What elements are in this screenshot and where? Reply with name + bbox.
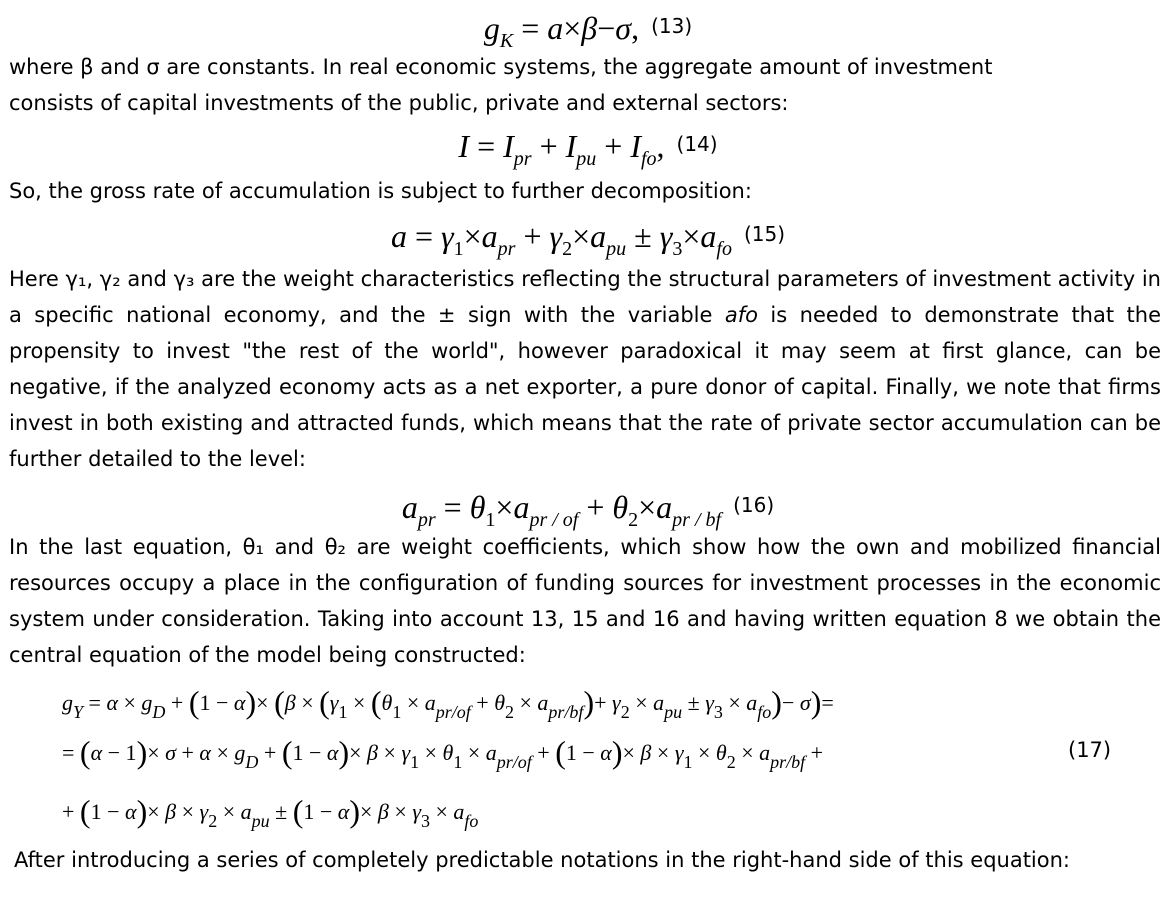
paragraph-5: After introducing a series of completely predictable notations in the right-hand side of this equation: [14, 848, 1070, 872]
paragraph-3 [9, 261, 1161, 477]
equation-17-line-2: = $(\alpha - 1)\times \sigma + \alpha \times g_D + (1 - \alpha)\times \beta \times \gamma_1 \times \theta_1 \times a_{pr/of} + (1 - \alpha)\times \beta \times \gamma_1 \times \theta_2 \times a_{pr/bf}$ + [62, 734, 824, 772]
paragraph-1-line-2: consists of capital investments of the public, private and external sectors: [9, 91, 789, 115]
paragraph-3-text-b: is needed to demonstrate that the propensity to invest "the rest of the world", however paradoxical it may seem at first glance, can be negative, if the analyzed economy acts as a net exporter, a pure donor of capital. Finally, we note that firms invest in both existing and attracted funds, which means that the rate of private sector accumulation can be further detailed to the level: [9, 303, 1161, 471]
equation-17-number: (17) [1068, 738, 1112, 762]
equation-16-number: (16) [733, 493, 775, 517]
equation-14-number: (14) [676, 132, 718, 156]
equation-16: $a_{pr} = \theta_1\times a_{pr / of} + \theta_2\times a_{pr / bf}$ (16) [401, 489, 775, 531]
equation-13: $g_K = a\times\beta-\sigma$, (13) [483, 10, 693, 52]
paragraph-1-line-1: where β and σ are constants. In real economic systems, the aggregate amount of investment [9, 55, 993, 79]
equation-14: $I = I_{pr} + I_{pu} + I_{fo}$, (14) [458, 128, 718, 170]
equation-15: $a = \gamma_1\times a_{pr} + \gamma_2\times a_{pu} \pm \gamma_3\times a_{fo}$ (15) [390, 218, 786, 260]
paragraph-2: So, the gross rate of accumulation is subject to further decomposition: [9, 179, 752, 203]
paragraph-3-text-a: Here γ₁, γ₂ and γ₃ are the weight characteristics reflecting the structural parameters of investment activity in a specific national economy, and the ± sign with the variable [9, 267, 1161, 327]
equation-15-number: (15) [743, 222, 786, 246]
equation-17-line-1: $g_Y = \alpha \times g_D + (1 - \alpha)\times (\beta \times (\gamma_1 \times (\theta_1 \times a_{pr/of} + \theta_2 \times a_{pr/bf})+ \gamma_2 \times a_{pu} \pm \gamma_3 \times a_{fo})- \sigma)=$ [62, 684, 834, 722]
equation-13-number: (13) [651, 14, 693, 38]
equation-17-line-3: + $(1 - \alpha)\times \beta \times \gamma_2 \times a_{pu} \pm (1 - \alpha)\times \beta \times \gamma_3 \times a_{fo}$ [62, 793, 479, 831]
variable-afo: afo [724, 303, 758, 327]
paragraph-4: In the last equation, θ₁ and θ₂ are weight coefficients, which show how the own and mobilized financial resources occupy a place in the configuration of funding sources for investment processes in the economic system under consideration. Taking into account 13, 15 and 16 and having written equation 8 we obtain the central equation of the model being constructed: [9, 535, 1161, 667]
